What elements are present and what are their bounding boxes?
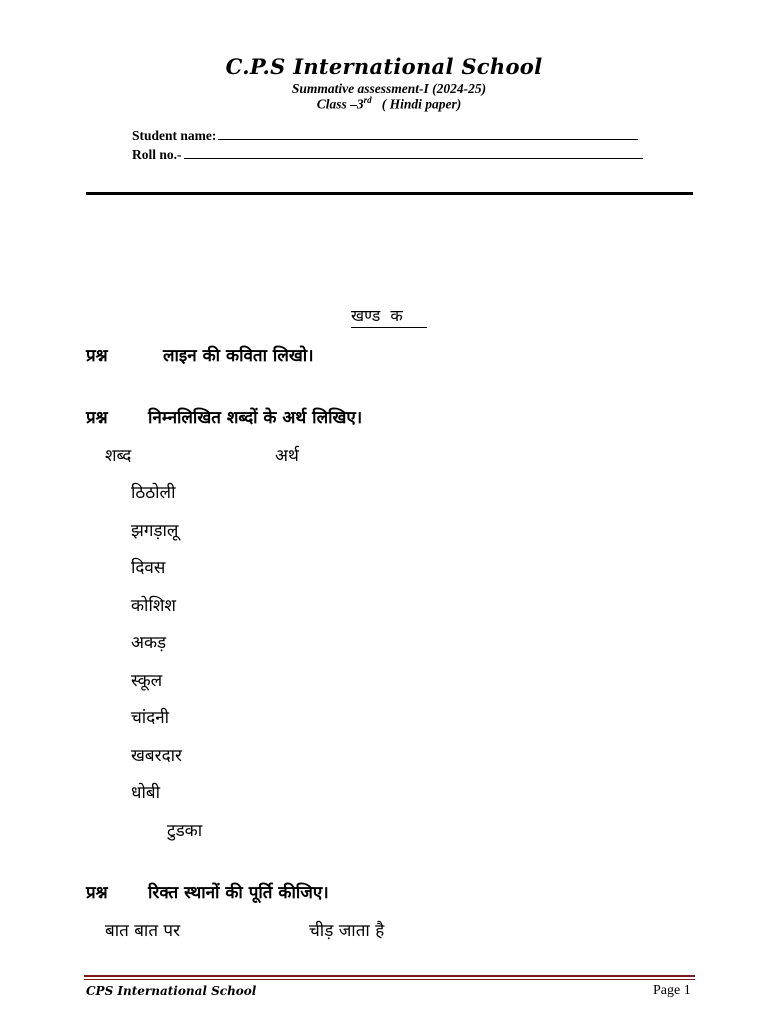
student-name-field[interactable] [132,127,638,144]
student-name-label: Student name: [132,128,217,143]
assessment-title: Summative assessment-I (2024-25) [291,81,487,96]
class-prefix: Class –3 [316,96,364,112]
school-title: C.P.S International School [225,54,543,79]
header-divider [86,192,693,195]
question-3-label: प्रश्न [86,883,108,903]
word-item: झगड़ालू [131,521,179,541]
class-line [0,95,768,113]
roll-no-field[interactable] [132,146,643,163]
fill-blank-left: बात बात पर [105,921,181,941]
footer-divider [84,975,695,977]
word-item: टुडका [167,821,203,841]
section-heading: खण्ड क [351,304,427,328]
word-item: चांदनी [131,708,170,728]
roll-no-line[interactable] [184,146,643,159]
question-2-label: प्रश्न [86,408,108,428]
column-word-header: शब्द [105,446,132,466]
question-1-text: लाइन की कविता लिखो। [163,346,314,366]
student-name-line[interactable] [218,127,638,140]
word-item: स्कूल [131,671,163,691]
word-item: धोबी [131,783,160,803]
word-item: कोशिश [131,596,176,616]
page-number: Page 1 [653,983,691,998]
question-1-label: प्रश्न [86,346,108,366]
column-meaning-header: अर्थ [275,446,299,466]
class-sup: rd [363,95,372,105]
word-item: दिवस [131,558,166,578]
word-item: अकड़ [131,633,167,653]
footer-school-name: CPS International School [86,984,257,998]
footer-divider-thin [84,979,695,980]
class-suffix: ( Hindi paper) [371,96,462,112]
word-item: ठिठोली [131,483,176,503]
question-3-text: रिक्त स्थानों की पूर्ति कीजिए। [148,883,329,903]
fill-blank-right: चीड़ जाता है [309,921,385,941]
question-2-text: निम्नलिखित शब्दों के अर्थ लिखिए। [148,408,363,428]
word-item: खबरदार [131,746,182,766]
roll-no-label: Roll no.- [132,147,182,162]
